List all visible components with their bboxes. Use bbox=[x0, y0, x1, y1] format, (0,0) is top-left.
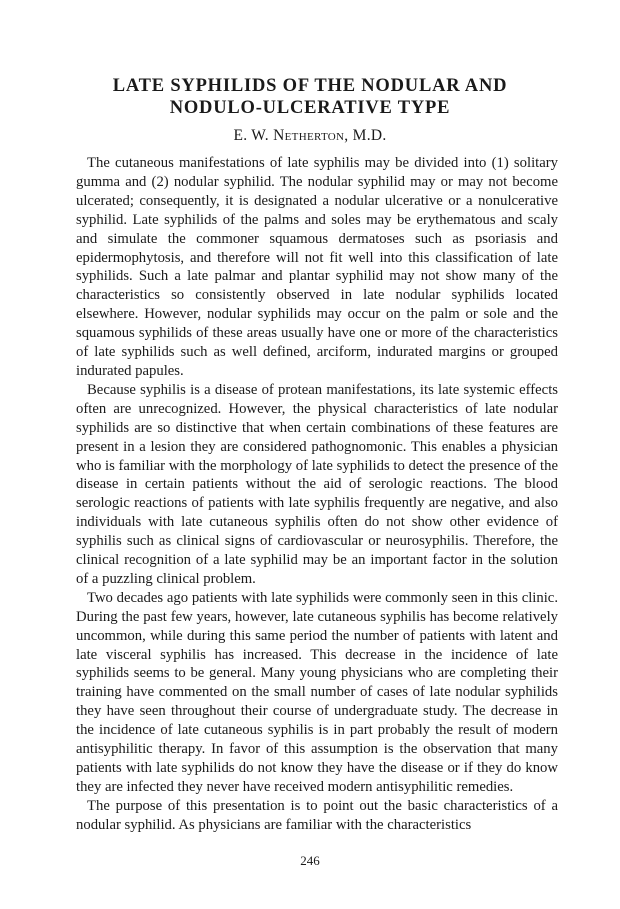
article-title-line-2: NODULO-ULCERATIVE TYPE bbox=[169, 98, 451, 118]
body-paragraph-1: The cutaneous manifestations of late syphilis may be divided into (1) solitary gumma and (2) nodular syphilid. The nodular syphilid may or may not become ulcerated; consequently, it is designated a nodular ulcerative or a nonulcerative syphilid. Late syphilids of the palms and soles may be erythematous and scaly and simulate the commoner squamous dermatoses such as psoriasis and epidermophytosis, and therefore will not fit well into this classification of late syphilids. Such a late palmar and plantar syphilid may not show many of the characteristics so consistently observed in late nodular syphilids located elsewhere. However, nodular syphilids may occur on the palm or sole and the squamous syphilids of these areas usually have one or more of the characteristics of late syphilids such as well defined, arciform, indurated margins or grouped indurated papules. bbox=[76, 155, 558, 379]
body-paragraph-3: Two decades ago patients with late syphilids were commonly seen in this clinic. During the past few years, however, late cutaneous syphilis has become relatively uncommon, while during this same period the number of patients with latent and late visceral syphilis has increased. This decrease in the incidence of late syphilids seems to be general. Many young physicians who are completing their training have commented on the small number of cases of late nodular syphilids they have seen throughout their course of undergraduate study. The decrease in the incidence of late cutaneous syphilis is in part probably the result of modern antisyphilitic therapy. In favor of this assumption is the observation that many patients with late syphilids do not know they have the disease or if they do know they are infected they never have received modern antisyphilitic remedies. bbox=[76, 589, 558, 795]
body-paragraph-4: The purpose of this presentation is to point out the basic characteristics of a nodular syphilid. As physicians are familiar with the characteristics bbox=[76, 797, 558, 833]
body-paragraph-2: Because syphilis is a disease of protean manifestations, its late systemic effects often are unrecognized. However, the physical characteristics of late nodular syphilids are so distinctive that when certain combinations of these features are present in a lesion they are considered pathognomonic. This enables a physician who is familiar with the morphology of late syphilids to detect the presence of the disease in certain patients without the aid of serologic reactions. The blood serologic reactions of patients with late syphilis frequently are negative, and also individuals with late cutaneous syphilis often do not show other evidence of syphilis such as clinical signs of cardiovascular or neurosyphilis. Therefore, the clinical recognition of a late syphilid may be an important factor in the solution of a puzzling clinical problem. bbox=[76, 381, 558, 587]
author-surname: Netherton bbox=[273, 127, 345, 144]
article-title-line-1: LATE SYPHILIDS OF THE NODULAR AND bbox=[112, 76, 508, 96]
page-number: 246 bbox=[300, 853, 320, 868]
author-degree: , M.D. bbox=[344, 127, 387, 144]
article-author bbox=[0, 127, 620, 145]
article-body bbox=[76, 154, 558, 835]
author-initials: E. W. bbox=[233, 127, 269, 144]
